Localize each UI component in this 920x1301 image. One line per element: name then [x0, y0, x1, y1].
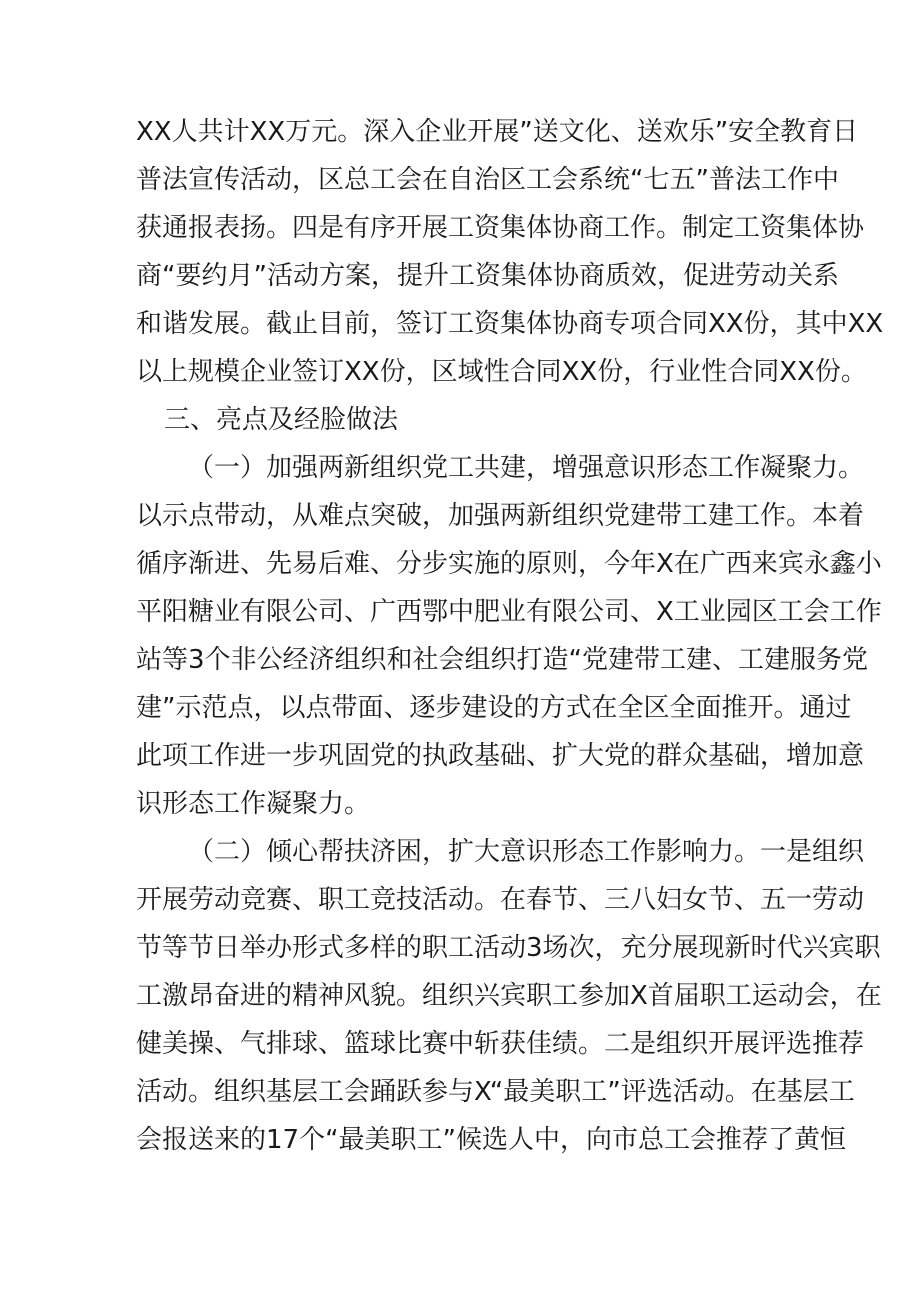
text-line: 此项工作进一步巩固党的执政基础、扩大党的群众基础，增加意 — [136, 741, 865, 771]
text-line: 以上规模企业签订XX份，区域性合同XX份，行业性合同XX份。 — [136, 357, 867, 387]
section-heading: 三、亮点及经脸做法 — [164, 405, 399, 435]
text-line: 节等节日举办形式多样的职工活动3场次，充分展现新时代兴宾职 — [136, 933, 881, 963]
text-line: 开展劳动竞赛、职工竞技活动。在春节、三八妇女节、五一劳动 — [136, 885, 865, 915]
text-line: 识形态工作凝聚力。 — [136, 789, 371, 819]
text-line: 站等3个非公经济组织和社会组织打造“党建带工建、工建服务党 — [136, 645, 869, 675]
text-line: XX人共计XX万元。深入企业开展”送文化、送欢乐”安全教育日 — [136, 117, 859, 147]
subsection-heading: （一）加强两新组织党工共建，增强意识形态工作凝聚力。 — [188, 453, 865, 483]
document-body — [136, 108, 884, 1164]
text-line: 循序渐进、先易后难、分步实施的原则，今年X在广西来宾永鑫小 — [136, 549, 882, 579]
text-line: 和谐发展。截止目前，签订工资集体协商专项合同XX份，其中XX — [136, 309, 884, 339]
text-line: 普法宣传活动，区总工会在自治区工会系统“七五”普法工作中 — [136, 165, 839, 195]
text-line: 会报送来的17个“最美职工”候选人中，向市总工会推荐了黄恒 — [136, 1125, 847, 1155]
subsection-heading: （二）倾心帮扶济困，扩大意识形态工作影响力。一是组织 — [188, 837, 865, 867]
text-line: 活动。组织基层工会踊跃参与X“最美职工”评选活动。在基层工 — [136, 1077, 855, 1107]
text-line: 以示点带动，从难点突破，加强两新组织党建带工建工作。本着 — [136, 501, 865, 531]
text-line: 健美操、气排球、篮球比赛中斩获佳绩。二是组织开展评选推荐 — [136, 1029, 865, 1059]
text-line: 获通报表扬。四是有序开展工资集体协商工作。制定工资集体协 — [136, 213, 865, 243]
text-line: 建”示范点，以点带面、逐步建设的方式在全区全面推开。通过 — [136, 693, 852, 723]
text-line: 商“要约月”活动方案，提升工资集体协商质效，促进劳动关系 — [136, 261, 839, 291]
text-line: 工激昂奋进的精神风貌。组织兴宾职工参加X首届职工运动会，在 — [136, 981, 882, 1011]
text-line: 平阳糖业有限公司、广西鄂中肥业有限公司、X工业园区工会工作 — [136, 597, 882, 627]
